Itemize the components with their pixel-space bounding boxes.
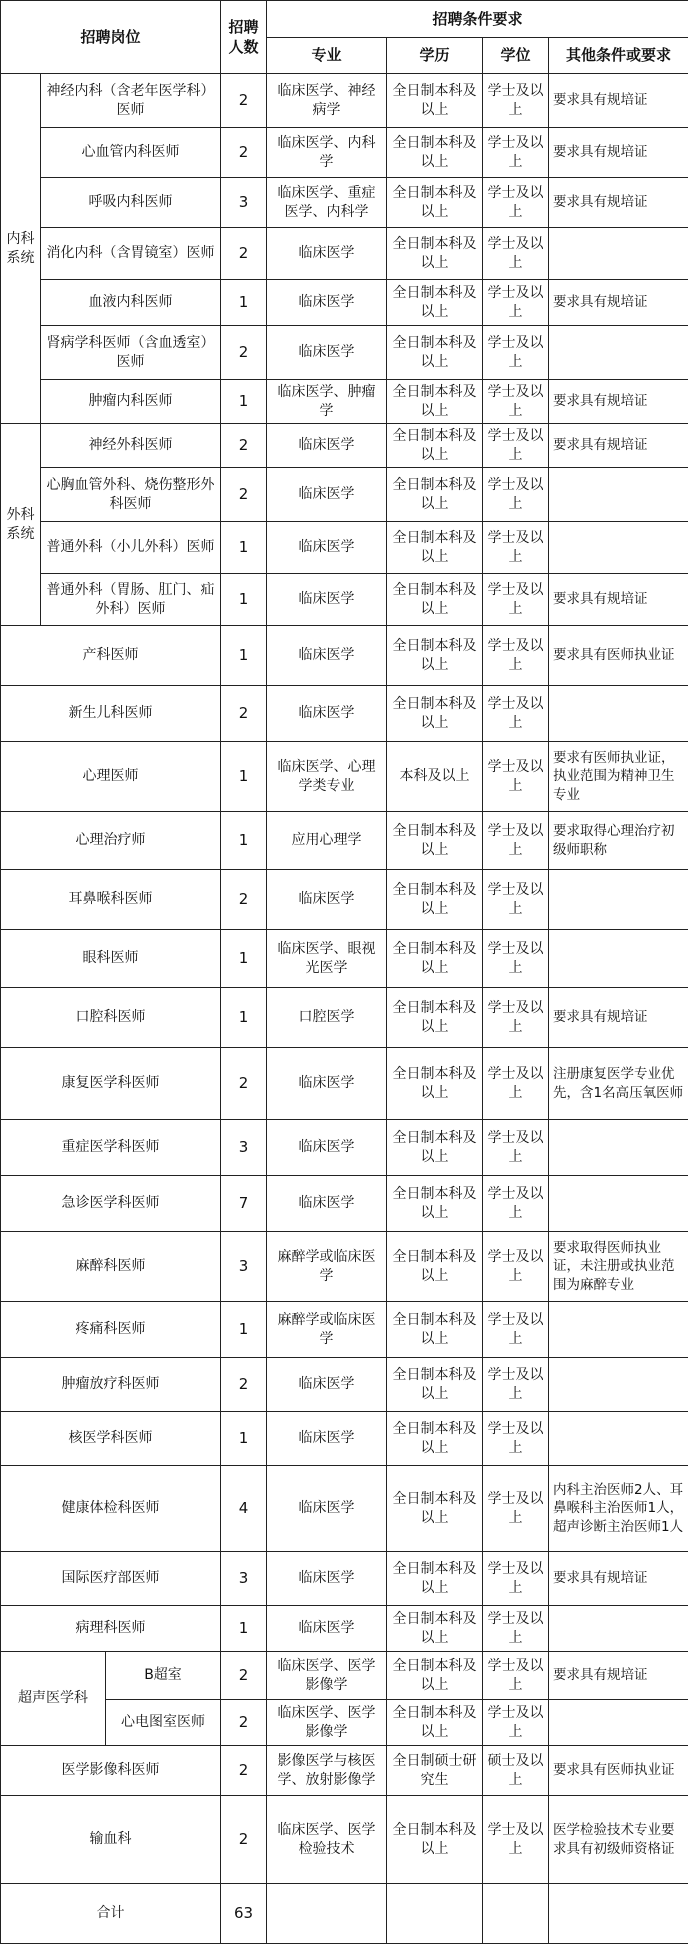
table-row xyxy=(1,1796,688,1884)
major-cell: 临床医学、心理学类专业 xyxy=(267,742,387,812)
table-row xyxy=(1,1552,688,1606)
header-education: 学历 xyxy=(387,38,483,74)
education-cell: 全日制本科及以上 xyxy=(387,522,483,574)
count-cell: 3 xyxy=(221,178,267,228)
other-cell: 要求具有规培证 xyxy=(549,424,688,468)
table-row xyxy=(1,686,688,742)
count-cell: 2 xyxy=(221,870,267,930)
education-cell: 全日制本科及以上 xyxy=(387,870,483,930)
count-cell: 1 xyxy=(221,280,267,326)
education-cell: 本科及以上 xyxy=(387,742,483,812)
other-cell xyxy=(549,1606,688,1652)
total-empty xyxy=(387,1884,483,1944)
major-cell: 影像医学与核医学、放射影像学 xyxy=(267,1746,387,1796)
post-cell: 麻醉科医师 xyxy=(1,1232,221,1302)
other-cell: 医学检验技术专业要求具有初级师资格证 xyxy=(549,1796,688,1884)
other-cell: 要求具有医师执业证 xyxy=(549,1746,688,1796)
degree-cell: 学士及以上 xyxy=(483,178,549,228)
table-row xyxy=(1,128,688,178)
count-cell: 2 xyxy=(221,1700,267,1746)
major-cell: 临床医学 xyxy=(267,1466,387,1552)
post-cell: 神经内科（含老年医学科）医师 xyxy=(41,74,221,128)
count-cell: 2 xyxy=(221,468,267,522)
major-cell: 临床医学 xyxy=(267,1358,387,1412)
other-cell: 要求取得医师执业证，未注册或执业范围为麻醉专业 xyxy=(549,1232,688,1302)
post-cell: 普通外科（小儿外科）医师 xyxy=(41,522,221,574)
table-row xyxy=(1,228,688,280)
post-cell: B超室 xyxy=(106,1652,221,1700)
education-cell: 全日制本科及以上 xyxy=(387,468,483,522)
education-cell: 全日制本科及以上 xyxy=(387,1466,483,1552)
table-row xyxy=(1,522,688,574)
degree-cell: 学士及以上 xyxy=(483,228,549,280)
education-cell: 全日制本科及以上 xyxy=(387,326,483,380)
table-row xyxy=(1,1176,688,1232)
other-cell: 注册康复医学专业优先，含1名高压氧医师 xyxy=(549,1048,688,1120)
degree-cell: 学士及以上 xyxy=(483,1358,549,1412)
major-cell: 临床医学、医学影像学 xyxy=(267,1652,387,1700)
post-cell: 心胸血管外科、烧伤整形外科医师 xyxy=(41,468,221,522)
post-cell: 心理医师 xyxy=(1,742,221,812)
degree-cell: 学士及以上 xyxy=(483,686,549,742)
education-cell: 全日制本科及以上 xyxy=(387,1120,483,1176)
other-cell: 要求有医师执业证，执业范围为精神卫生专业 xyxy=(549,742,688,812)
education-cell: 全日制本科及以上 xyxy=(387,1048,483,1120)
education-cell: 全日制本科及以上 xyxy=(387,930,483,988)
post-cell: 普通外科（胃肠、肛门、疝外科）医师 xyxy=(41,574,221,626)
count-cell: 3 xyxy=(221,1120,267,1176)
total-row xyxy=(1,1884,688,1944)
degree-cell: 学士及以上 xyxy=(483,574,549,626)
header-major: 专业 xyxy=(267,38,387,74)
education-cell: 全日制本科及以上 xyxy=(387,178,483,228)
education-cell: 全日制本科及以上 xyxy=(387,1232,483,1302)
count-cell: 2 xyxy=(221,1048,267,1120)
group-surgery: 外科系统 xyxy=(1,424,41,626)
degree-cell: 学士及以上 xyxy=(483,1412,549,1466)
other-cell: 要求具有规培证 xyxy=(549,74,688,128)
major-cell: 临床医学 xyxy=(267,626,387,686)
degree-cell: 学士及以上 xyxy=(483,1048,549,1120)
count-cell: 1 xyxy=(221,522,267,574)
other-cell xyxy=(549,1176,688,1232)
major-cell: 临床医学 xyxy=(267,1176,387,1232)
post-cell: 病理科医师 xyxy=(1,1606,221,1652)
count-cell: 1 xyxy=(221,380,267,424)
count-cell: 2 xyxy=(221,1746,267,1796)
other-cell: 要求具有规培证 xyxy=(549,574,688,626)
table-row xyxy=(1,380,688,424)
degree-cell: 学士及以上 xyxy=(483,988,549,1048)
table-row xyxy=(1,1302,688,1358)
count-cell: 1 xyxy=(221,1302,267,1358)
post-cell: 医学影像科医师 xyxy=(1,1746,221,1796)
total-label: 合计 xyxy=(1,1884,221,1944)
table-row xyxy=(1,74,688,128)
other-cell xyxy=(549,930,688,988)
count-cell: 1 xyxy=(221,930,267,988)
degree-cell: 学士及以上 xyxy=(483,1796,549,1884)
header-other: 其他条件或要求 xyxy=(549,38,688,74)
degree-cell: 学士及以上 xyxy=(483,280,549,326)
other-cell xyxy=(549,1120,688,1176)
table-row xyxy=(1,1606,688,1652)
education-cell: 全日制硕士研究生 xyxy=(387,1746,483,1796)
table-row xyxy=(1,812,688,870)
other-cell: 要求具有规培证 xyxy=(549,1652,688,1700)
table-row xyxy=(1,626,688,686)
education-cell: 全日制本科及以上 xyxy=(387,1796,483,1884)
count-cell: 1 xyxy=(221,626,267,686)
degree-cell: 学士及以上 xyxy=(483,1232,549,1302)
degree-cell: 学士及以上 xyxy=(483,1606,549,1652)
other-cell xyxy=(549,1700,688,1746)
count-cell: 7 xyxy=(221,1176,267,1232)
education-cell: 全日制本科及以上 xyxy=(387,1700,483,1746)
education-cell: 全日制本科及以上 xyxy=(387,1652,483,1700)
post-cell: 血液内科医师 xyxy=(41,280,221,326)
table-row xyxy=(1,178,688,228)
header-count: 招聘人数 xyxy=(221,1,267,74)
major-cell: 临床医学 xyxy=(267,1048,387,1120)
degree-cell: 学士及以上 xyxy=(483,930,549,988)
count-cell: 1 xyxy=(221,742,267,812)
other-cell xyxy=(549,326,688,380)
degree-cell: 学士及以上 xyxy=(483,626,549,686)
other-cell: 要求具有规培证 xyxy=(549,988,688,1048)
degree-cell: 学士及以上 xyxy=(483,812,549,870)
education-cell: 全日制本科及以上 xyxy=(387,988,483,1048)
other-cell: 要求具有医师执业证 xyxy=(549,626,688,686)
education-cell: 全日制本科及以上 xyxy=(387,1176,483,1232)
education-cell: 全日制本科及以上 xyxy=(387,1302,483,1358)
post-cell: 口腔科医师 xyxy=(1,988,221,1048)
other-cell xyxy=(549,468,688,522)
post-cell: 核医学科医师 xyxy=(1,1412,221,1466)
other-cell xyxy=(549,870,688,930)
table-row xyxy=(1,280,688,326)
table-row xyxy=(1,574,688,626)
education-cell: 全日制本科及以上 xyxy=(387,280,483,326)
other-cell xyxy=(549,1412,688,1466)
other-cell xyxy=(549,686,688,742)
table-row xyxy=(1,1232,688,1302)
major-cell: 临床医学 xyxy=(267,1412,387,1466)
count-cell: 1 xyxy=(221,1606,267,1652)
major-cell: 临床医学 xyxy=(267,574,387,626)
major-cell: 临床医学 xyxy=(267,280,387,326)
education-cell: 全日制本科及以上 xyxy=(387,626,483,686)
other-cell: 要求具有规培证 xyxy=(549,1552,688,1606)
major-cell: 临床医学 xyxy=(267,1552,387,1606)
table-row xyxy=(1,1466,688,1552)
post-cell: 健康体检科医师 xyxy=(1,1466,221,1552)
degree-cell: 学士及以上 xyxy=(483,1120,549,1176)
education-cell: 全日制本科及以上 xyxy=(387,574,483,626)
group-ultrasound: 超声医学科 xyxy=(1,1652,106,1746)
education-cell: 全日制本科及以上 xyxy=(387,424,483,468)
degree-cell: 学士及以上 xyxy=(483,1700,549,1746)
table-row xyxy=(1,742,688,812)
post-cell: 心电图室医师 xyxy=(106,1700,221,1746)
count-cell: 2 xyxy=(221,228,267,280)
total-count: 63 xyxy=(221,1884,267,1944)
major-cell: 临床医学 xyxy=(267,686,387,742)
header-post: 招聘岗位 xyxy=(1,1,221,74)
post-cell: 急诊医学科医师 xyxy=(1,1176,221,1232)
header-degree: 学位 xyxy=(483,38,549,74)
table-row xyxy=(1,1652,688,1700)
other-cell xyxy=(549,228,688,280)
other-cell: 要求具有规培证 xyxy=(549,178,688,228)
other-cell: 要求具有规培证 xyxy=(549,280,688,326)
major-cell: 临床医学 xyxy=(267,522,387,574)
post-cell: 神经外科医师 xyxy=(41,424,221,468)
major-cell: 临床医学、医学影像学 xyxy=(267,1700,387,1746)
degree-cell: 学士及以上 xyxy=(483,128,549,178)
count-cell: 2 xyxy=(221,128,267,178)
other-cell: 要求具有规培证 xyxy=(549,380,688,424)
count-cell: 2 xyxy=(221,74,267,128)
post-cell: 呼吸内科医师 xyxy=(41,178,221,228)
major-cell: 临床医学 xyxy=(267,228,387,280)
table-row xyxy=(1,870,688,930)
table-row xyxy=(1,1746,688,1796)
table-row xyxy=(1,468,688,522)
post-cell: 产科医师 xyxy=(1,626,221,686)
education-cell: 全日制本科及以上 xyxy=(387,812,483,870)
post-cell: 眼科医师 xyxy=(1,930,221,988)
degree-cell: 学士及以上 xyxy=(483,1176,549,1232)
table-row xyxy=(1,326,688,380)
degree-cell: 学士及以上 xyxy=(483,1652,549,1700)
major-cell: 临床医学、神经病学 xyxy=(267,74,387,128)
major-cell: 临床医学、重症医学、内科学 xyxy=(267,178,387,228)
post-cell: 疼痛科医师 xyxy=(1,1302,221,1358)
major-cell: 临床医学 xyxy=(267,1120,387,1176)
post-cell: 重症医学科医师 xyxy=(1,1120,221,1176)
degree-cell: 学士及以上 xyxy=(483,1552,549,1606)
table-row xyxy=(1,1412,688,1466)
major-cell: 麻醉学或临床医学 xyxy=(267,1302,387,1358)
count-cell: 3 xyxy=(221,1552,267,1606)
count-cell: 1 xyxy=(221,574,267,626)
post-cell: 新生儿科医师 xyxy=(1,686,221,742)
other-cell: 内科主治医师2人、耳鼻喉科主治医师1人，超声诊断主治医师1人 xyxy=(549,1466,688,1552)
degree-cell: 学士及以上 xyxy=(483,1302,549,1358)
degree-cell: 学士及以上 xyxy=(483,74,549,128)
post-cell: 肿瘤放疗科医师 xyxy=(1,1358,221,1412)
count-cell: 2 xyxy=(221,424,267,468)
degree-cell: 学士及以上 xyxy=(483,870,549,930)
education-cell: 全日制本科及以上 xyxy=(387,74,483,128)
table-row xyxy=(1,1120,688,1176)
major-cell: 临床医学、肿瘤学 xyxy=(267,380,387,424)
education-cell: 全日制本科及以上 xyxy=(387,1412,483,1466)
degree-cell: 学士及以上 xyxy=(483,742,549,812)
degree-cell: 硕士及以上 xyxy=(483,1746,549,1796)
table-row xyxy=(1,930,688,988)
degree-cell: 学士及以上 xyxy=(483,424,549,468)
other-cell xyxy=(549,1302,688,1358)
header-conditions: 招聘条件要求 xyxy=(267,1,688,38)
major-cell: 应用心理学 xyxy=(267,812,387,870)
degree-cell: 学士及以上 xyxy=(483,468,549,522)
education-cell: 全日制本科及以上 xyxy=(387,380,483,424)
count-cell: 2 xyxy=(221,1358,267,1412)
post-cell: 肿瘤内科医师 xyxy=(41,380,221,424)
major-cell: 临床医学、内科学 xyxy=(267,128,387,178)
post-cell: 输血科 xyxy=(1,1796,221,1884)
education-cell: 全日制本科及以上 xyxy=(387,1552,483,1606)
education-cell: 全日制本科及以上 xyxy=(387,1606,483,1652)
post-cell: 消化内科（含胃镜室）医师 xyxy=(41,228,221,280)
count-cell: 1 xyxy=(221,812,267,870)
count-cell: 2 xyxy=(221,1796,267,1884)
total-empty xyxy=(267,1884,387,1944)
post-cell: 康复医学科医师 xyxy=(1,1048,221,1120)
major-cell: 临床医学 xyxy=(267,424,387,468)
major-cell: 麻醉学或临床医学 xyxy=(267,1232,387,1302)
count-cell: 2 xyxy=(221,1652,267,1700)
group-internal: 内科系统 xyxy=(1,74,41,424)
count-cell: 1 xyxy=(221,1412,267,1466)
post-cell: 心理治疗师 xyxy=(1,812,221,870)
count-cell: 2 xyxy=(221,326,267,380)
total-empty xyxy=(483,1884,549,1944)
other-cell: 要求具有规培证 xyxy=(549,128,688,178)
table-row xyxy=(1,1358,688,1412)
post-cell: 国际医疗部医师 xyxy=(1,1552,221,1606)
major-cell: 临床医学 xyxy=(267,468,387,522)
table-row xyxy=(1,988,688,1048)
major-cell: 临床医学 xyxy=(267,1606,387,1652)
education-cell: 全日制本科及以上 xyxy=(387,128,483,178)
major-cell: 临床医学 xyxy=(267,326,387,380)
education-cell: 全日制本科及以上 xyxy=(387,1358,483,1412)
count-cell: 3 xyxy=(221,1232,267,1302)
count-cell: 4 xyxy=(221,1466,267,1552)
total-empty xyxy=(549,1884,688,1944)
major-cell: 临床医学、眼视光医学 xyxy=(267,930,387,988)
major-cell: 临床医学 xyxy=(267,870,387,930)
other-cell xyxy=(549,522,688,574)
table-row xyxy=(1,1048,688,1120)
major-cell: 口腔医学 xyxy=(267,988,387,1048)
degree-cell: 学士及以上 xyxy=(483,380,549,424)
count-cell: 2 xyxy=(221,686,267,742)
degree-cell: 学士及以上 xyxy=(483,522,549,574)
post-cell: 肾病学科医师（含血透室）医师 xyxy=(41,326,221,380)
education-cell: 全日制本科及以上 xyxy=(387,686,483,742)
degree-cell: 学士及以上 xyxy=(483,1466,549,1552)
table-row xyxy=(1,424,688,468)
other-cell: 要求取得心理治疗初级师职称 xyxy=(549,812,688,870)
major-cell: 临床医学、医学检验技术 xyxy=(267,1796,387,1884)
post-cell: 耳鼻喉科医师 xyxy=(1,870,221,930)
count-cell: 1 xyxy=(221,988,267,1048)
other-cell xyxy=(549,1358,688,1412)
education-cell: 全日制本科及以上 xyxy=(387,228,483,280)
degree-cell: 学士及以上 xyxy=(483,326,549,380)
post-cell: 心血管内科医师 xyxy=(41,128,221,178)
